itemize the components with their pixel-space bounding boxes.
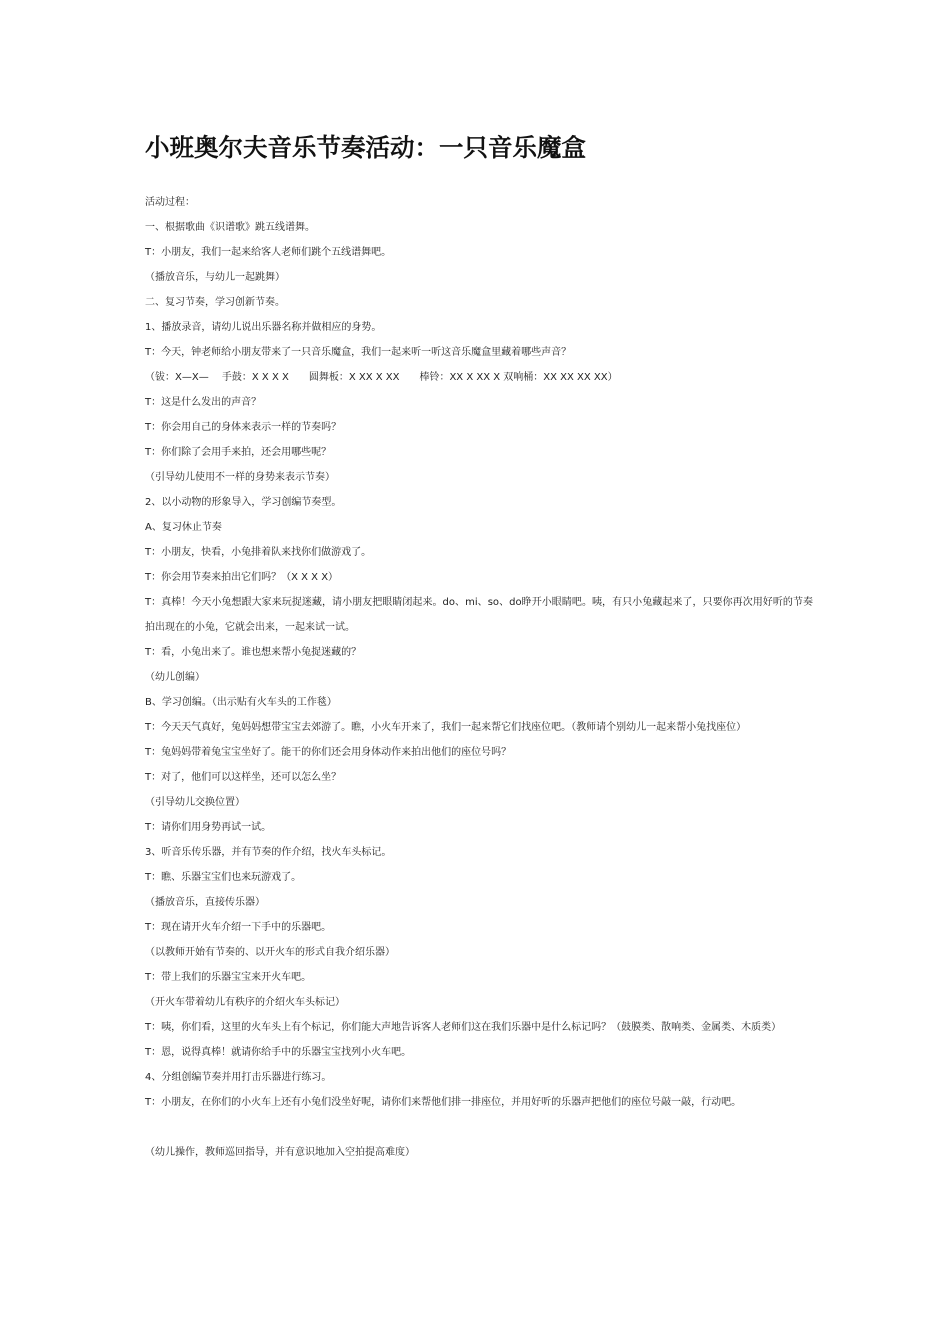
paragraph: （以教师开始有节奏的、以开火车的形式自我介绍乐器）	[145, 947, 395, 958]
paragraph: T：现在请开火车介绍一下手中的乐器吧。	[145, 922, 332, 933]
paragraph: T：小朋友，我们一起来给客人老师们跳个五线谱舞吧。	[145, 247, 392, 258]
document-page	[145, 128, 813, 1165]
paragraph: （引导幼儿使用不一样的身势来表示节奏）	[145, 472, 335, 483]
paragraph: 4、分组创编节奏并用打击乐器进行练习。	[145, 1072, 332, 1083]
paragraph: （开火车带着幼儿有秩序的介绍火车头标记）	[145, 997, 345, 1008]
paragraph: T：看，小兔出来了。谁也想来帮小兔捉迷藏的？	[145, 647, 362, 658]
paragraph: （引导幼儿交换位置）	[145, 797, 245, 808]
section-heading: 活动过程：	[145, 197, 195, 208]
paragraph: （幼儿操作，教师巡回指导，并有意识地加入空拍提高难度）	[145, 1147, 415, 1158]
paragraph: T：小朋友，快看，小兔排着队来找你们做游戏了。	[145, 547, 372, 558]
paragraph: T：真棒！今天小兔想跟大家来玩捉迷藏，请小朋友把眼睛闭起来。do、mi、so、do睁开小眼睛吧。咦，有只小兔藏起来了，只要你再次用好听的节奏拍出现在的小兔，它就会出来，一起来试一试。	[145, 597, 813, 633]
paragraph: T：对了，他们可以这样坐，还可以怎么坐？	[145, 772, 342, 783]
paragraph: T：瞧、乐器宝宝们也来玩游戏了。	[145, 872, 302, 883]
document-title: 小班奥尔夫音乐节奏活动：一只音乐魔盒	[145, 133, 586, 162]
paragraph: 1、播放录音，请幼儿说出乐器名称并做相应的身势。	[145, 322, 382, 333]
paragraph: （播放音乐，直接传乐器）	[145, 897, 265, 908]
paragraph: T：恩，说得真棒！就请你给手中的乐器宝宝找列小火车吧。	[145, 1047, 412, 1058]
paragraph: T：你会用节奏来拍出它们吗？（X X X X）	[145, 572, 339, 583]
paragraph: 一、根据歌曲《识谱歌》跳五线谱舞。	[145, 222, 315, 233]
paragraph: A、复习休止节奏	[145, 522, 222, 533]
paragraph: （幼儿创编）	[145, 672, 205, 683]
paragraph: T：今天，钟老师给小朋友带来了一只音乐魔盒，我们一起来听一听这音乐魔盒里藏着哪些声音？	[145, 347, 572, 358]
paragraph: 3、听音乐传乐器，并有节奏的作介绍，找火车头标记。	[145, 847, 392, 858]
paragraph: T：小朋友，在你们的小火车上还有小兔们没坐好呢，请你们来帮他们排一排座位，并用好听的乐器声把他们的座位号敲一敲，行动吧。	[145, 1097, 742, 1108]
paragraph: T：今天天气真好，兔妈妈想带宝宝去郊游了。瞧，小火车开来了，我们一起来帮它们找座位吧。（教师请个别幼儿一起来帮小兔找座位）	[145, 722, 747, 733]
paragraph: T：这是什么发出的声音？	[145, 397, 262, 408]
paragraph: T：带上我们的乐器宝宝来开火车吧。	[145, 972, 312, 983]
paragraph: 2、以小动物的形象导入，学习创编节奏型。	[145, 497, 342, 508]
paragraph: T：你们除了会用手来拍，还会用哪些呢？	[145, 447, 332, 458]
paragraph: B、学习创编。（出示贴有火车头的工作毯）	[145, 697, 337, 708]
paragraph: T：你会用自己的身体来表示一样的节奏吗？	[145, 422, 342, 433]
paragraph: T：请你们用身势再试一试。	[145, 822, 272, 833]
paragraph: 二、复习节奏，学习创新节奏。	[145, 297, 285, 308]
paragraph: （播放音乐，与幼儿一起跳舞）	[145, 272, 285, 283]
paragraph: T：兔妈妈带着兔宝宝坐好了。能干的你们还会用身体动作来拍出他们的座位号吗？	[145, 747, 512, 758]
paragraph: （钹：X—X— 手鼓：X X X X 圆舞板：X XX X XX 棒铃：XX X XX X 双响桶：XX XX XX XX）	[145, 372, 618, 383]
paragraph: T：咦，你们看，这里的火车头上有个标记，你们能大声地告诉客人老师们这在我们乐器中是什么标记吗？（鼓膜类、散响类、金属类、木质类）	[145, 1022, 782, 1033]
